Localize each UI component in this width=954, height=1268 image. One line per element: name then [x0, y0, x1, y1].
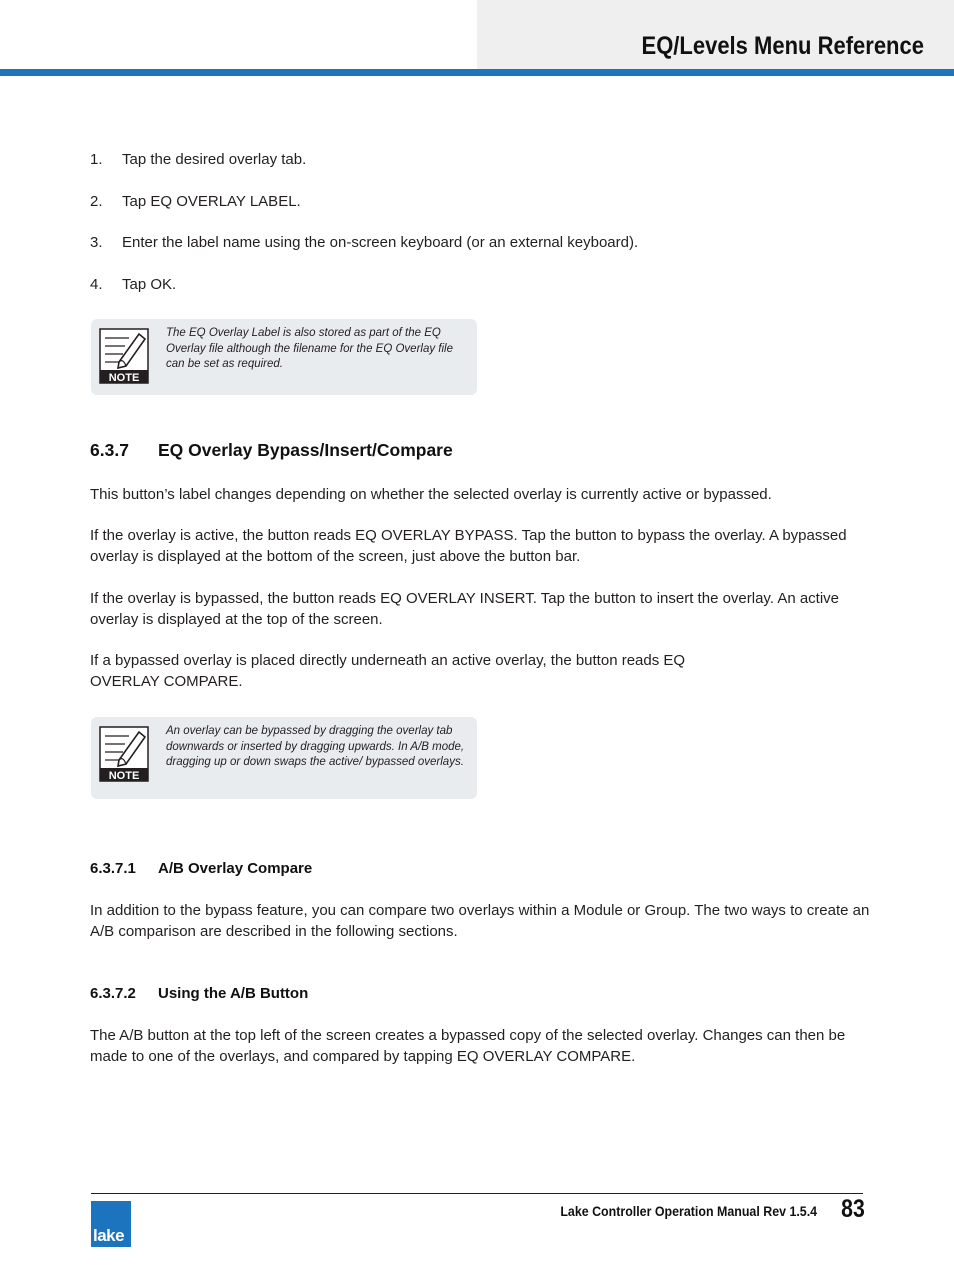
subsection-number: 6.3.7.2 [90, 985, 136, 1002]
step-text: Tap OK. [122, 275, 177, 293]
step-text: Tap EQ OVERLAY LABEL. [122, 192, 301, 210]
note-box [91, 717, 477, 799]
paragraph: If the overlay is bypassed, the button reads EQ OVERLAY INSERT. Tap the button to insert the overlay. An active overlay is displayed at the top of the screen. [90, 590, 840, 628]
step-text: Enter the label name using the on-screen keyboard (or an external keyboard). [122, 234, 639, 251]
footer-rule [91, 1193, 863, 1194]
note-icon [99, 328, 149, 384]
lake-logo [91, 1201, 131, 1247]
section-number: 6.3.7 [90, 440, 129, 460]
step-number: 2. [90, 192, 103, 210]
paragraph: This button’s label changes depending on whether the selected overlay is currently active or bypassed. [90, 486, 772, 503]
paragraph: If the overlay is active, the button reads EQ OVERLAY BYPASS. Tap the button to bypass the overlay. A bypassed overlay is displayed at the bottom of the screen, just above the button bar. [90, 527, 847, 565]
paragraph: If a bypassed overlay is placed directly underneath an active overlay, the button reads EQ OVERLAY COMPARE. [90, 652, 686, 690]
note-text: An overlay can be bypassed by dragging the overlay tab downwards or inserted by dragging upwards. In A/B mode, dragging up or down swaps the active/ bypassed overlays. [166, 725, 465, 768]
section-title: EQ Overlay Bypass/Insert/Compare [158, 440, 453, 460]
step-number: 1. [90, 151, 103, 168]
note-icon-label: NOTE [108, 372, 140, 384]
paragraph: The A/B button at the top left of the screen creates a bypassed copy of the selected overlay. Changes can then be made to one of the overlays, and compared by tapping EQ OVERLAY COMPARE. [90, 1027, 846, 1065]
subsection-number: 6.3.7.1 [90, 860, 136, 877]
step-number: 4. [90, 275, 103, 293]
note-text: The EQ Overlay Label is also stored as part of the EQ Overlay file although the filename for the EQ Overlay file can be set as required. [166, 327, 454, 370]
subsection-heading [90, 985, 308, 1002]
note-box [91, 319, 477, 395]
header-rule [0, 69, 954, 76]
logo-text: lake [93, 1226, 125, 1245]
subsection-heading [90, 860, 312, 877]
paragraph: In addition to the bypass feature, you can compare two overlays within a Module or Group. The two ways to create an A/B comparison are described in the following sections. [90, 902, 870, 940]
footer-manual-title: Lake Controller Operation Manual Rev 1.5.4 [560, 1204, 817, 1219]
page-header-title: EQ/Levels Menu Reference [641, 32, 924, 60]
note-icon [99, 726, 149, 782]
note-icon-label: NOTE [108, 770, 140, 782]
subsection-title: Using the A/B Button [158, 985, 309, 1002]
subsection-title: A/B Overlay Compare [158, 860, 313, 877]
section-heading [90, 440, 453, 461]
step-number: 3. [90, 234, 103, 251]
page-number: 83 [841, 1195, 865, 1223]
step-text: Tap the desired overlay tab. [122, 151, 307, 168]
